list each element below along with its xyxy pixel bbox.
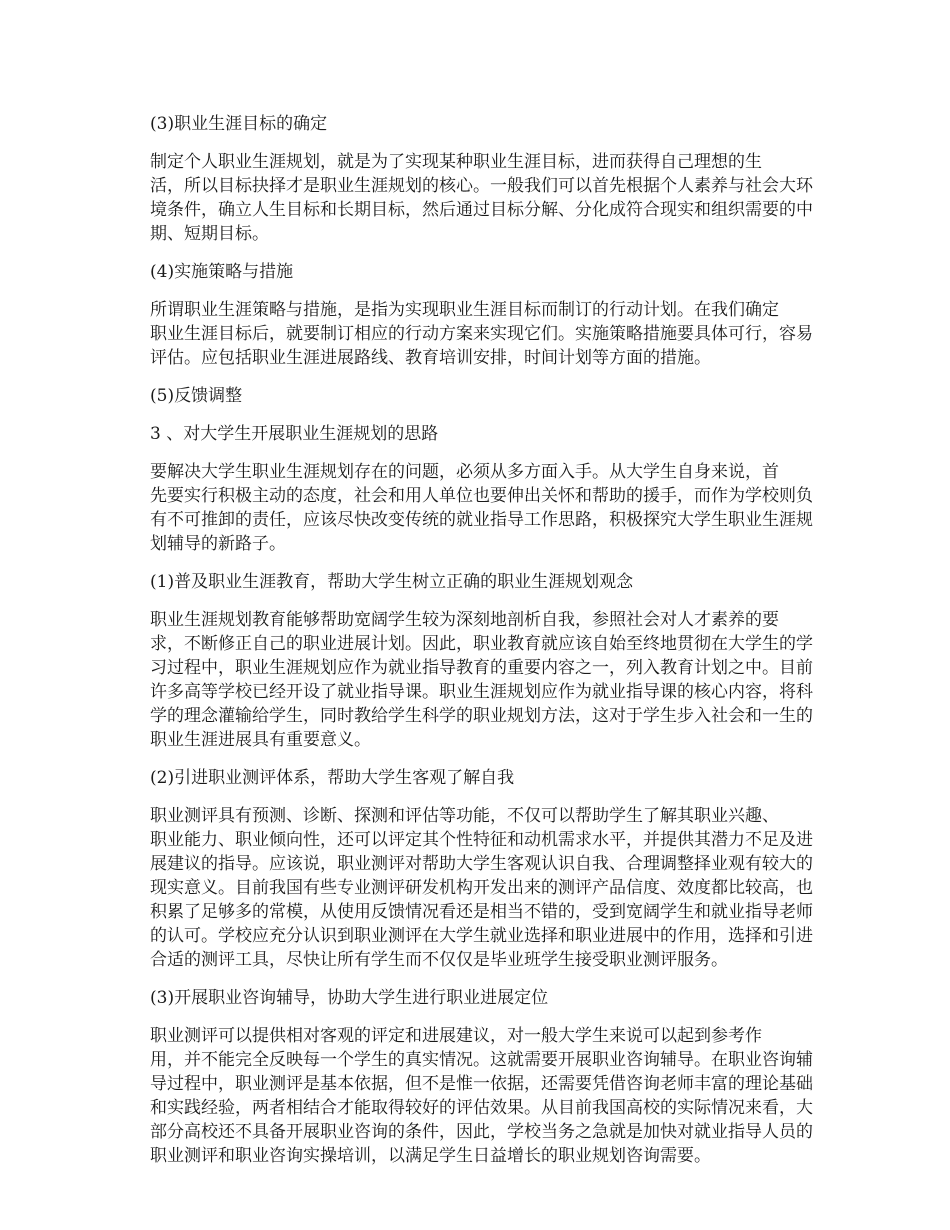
text-line: 境条件，确立人生目标和长期目标，然后通过目标分解、分化成符合现实和组织需要的中 [150,200,813,220]
text-line: 职业测评可以提供相对客观的评定和进展建议，对一般大学生来说可以起到参考作 [150,1026,762,1046]
text-line: 积累了足够多的常模，从使用反馈情况看还是相当不错的，受到宽阔学生和就业指导老师 [150,902,813,922]
text-line: 合适的测评工具，尽快让所有学生而不仅仅是毕业班学生接受职业测评服务。 [150,950,728,970]
paragraph-assessment [116,804,838,972]
text-line: 划辅导的新路子。 [150,534,286,554]
text-line: 职业测评和职业咨询实操培训，以满足学生日益增长的职业规划咨询需要。 [150,1146,711,1166]
document-page [116,112,838,1182]
text-line: 先要实行积极主动的态度，社会和用人单位也要伸出关怀和帮助的援手，而作为学校则负 [150,486,813,506]
section-heading-assessment: (2)引进职业测评体系，帮助大学生客观了解自我 [150,768,515,788]
section-heading-career-goal: (3)职业生涯目标的确定 [150,114,328,134]
text-line: 制定个人职业生涯规划，就是为了实现某种职业生涯目标，进而获得自己理想的生 [150,152,762,172]
text-line: 部分高校还不具备开展职业咨询的条件，因此，学校当务之急就是加快对就业指导人员的 [150,1122,813,1142]
text-line: 期、短期目标。 [150,224,269,244]
paragraph-strategy [116,298,838,370]
paragraph-career-goal [116,150,838,246]
text-line: 所谓职业生涯策略与措施，是指为实现职业生涯目标而制订的行动计划。在我们确定 [150,300,779,320]
text-line: 学的理念灌输给学生，同时教给学生科学的职业规划方法，这对于学生步入社会和一生的 [150,706,813,726]
section-heading-education: (1)普及职业生涯教育，帮助大学生树立正确的职业生涯规划观念 [150,572,634,592]
section-heading-strategy: (4)实施策略与措施 [150,262,294,282]
paragraph-approach [116,460,838,556]
text-line: 有不可推卸的责任，应该尽快改变传统的就业指导工作思路，积极探究大学生职业生涯规 [150,510,813,530]
text-line: 展建议的指导。应该说，职业测评对帮助大学生客观认识自我、合理调整择业观有较大的 [150,854,813,874]
text-line: 职业生涯进展具有重要意义。 [150,730,371,750]
text-line: 习过程中，职业生涯规划应作为就业指导教育的重要内容之一，列入教育计划之中。目前 [150,658,813,678]
text-line: 职业生涯规划教育能够帮助宽阔学生较为深刻地剖析自我，参照社会对人才素养的要 [150,610,779,630]
text-line: 职业生涯目标后，就要制订相应的行动方案来实现它们。实施策略措施要具体可行，容易 [150,324,813,344]
text-line: 的认可。学校应充分认识到职业测评在大学生就业选择和职业进展中的作用，选择和引进 [150,926,813,946]
text-line: 现实意义。目前我国有些专业测评研发机构开发出来的测评产品信度、效度都比较高，也 [150,878,813,898]
text-line: 评估。应包括职业生涯进展路线、教育培训安排，时间计划等方面的措施。 [150,348,711,368]
section-heading-counseling: (3)开展职业咨询辅导，协助大学生进行职业进展定位 [150,988,549,1008]
text-line: 职业能力、职业倾向性，还可以评定其个性特征和动机需求水平，并提供其潜力不足及进 [150,830,813,850]
section-heading-feedback: (5)反馈调整 [150,386,243,406]
section-heading-approach: 3 、对大学生开展职业生涯规划的思路 [150,424,439,444]
text-line: 导过程中，职业测评是基本依据，但不是惟一依据，还需要凭借咨询老师丰富的理论基础 [150,1074,813,1094]
text-line: 许多高等学校已经开设了就业指导课。职业生涯规划应作为就业指导课的核心内容，将科 [150,682,813,702]
paragraph-education [116,608,838,752]
text-line: 活，所以目标抉择才是职业生涯规划的核心。一般我们可以首先根据个人素养与社会大环 [150,176,813,196]
text-line: 求，不断修正自己的职业进展计划。因此，职业教育就应该自始至终地贯彻在大学生的学 [150,634,813,654]
text-line: 要解决大学生职业生涯规划存在的问题，必须从多方面入手。从大学生自身来说，首 [150,462,779,482]
text-line: 用，并不能完全反映每一个学生的真实情况。这就需要开展职业咨询辅导。在职业咨询辅 [150,1050,813,1070]
text-line: 和实践经验，两者相结合才能取得较好的评估效果。从目前我国高校的实际情况来看，大 [150,1098,813,1118]
text-line: 职业测评具有预测、诊断、探测和评估等功能，不仅可以帮助学生了解其职业兴趣、 [150,806,779,826]
paragraph-counseling [116,1024,838,1168]
